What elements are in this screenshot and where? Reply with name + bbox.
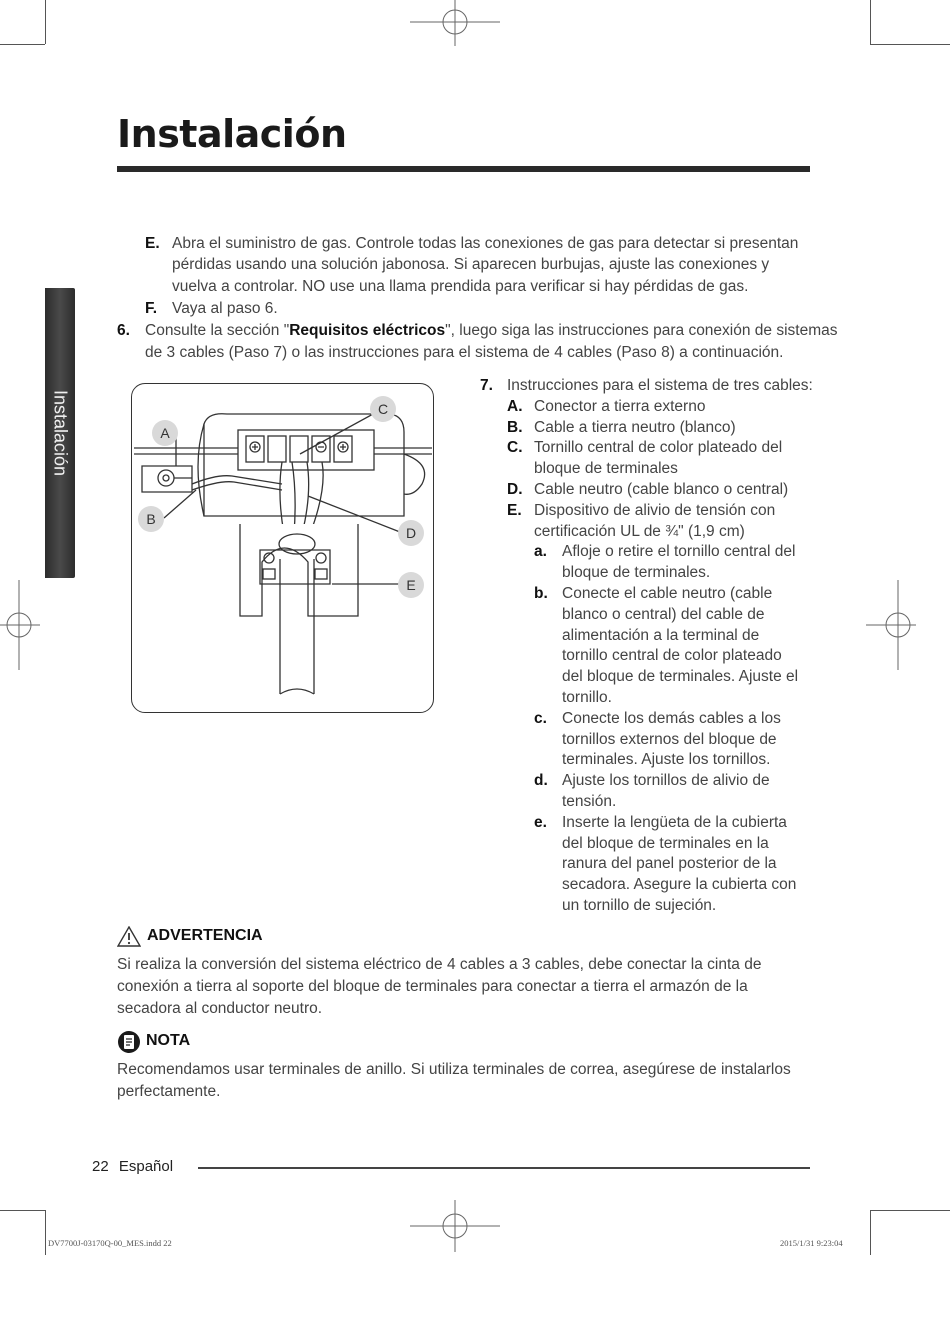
- footer-rule: [198, 1167, 810, 1169]
- step-7-item-line: Conector a tierra externo: [534, 397, 706, 415]
- callout-label: C: [370, 396, 396, 422]
- step-6-label: 6.: [117, 322, 130, 339]
- step-7-sub-item-line: tornillos externos del bloque de: [562, 730, 777, 748]
- crop-mark: [870, 44, 950, 45]
- step-7-sub-item-line: terminales. Ajuste los tornillos.: [562, 751, 771, 769]
- step-7-sub-item-line: secadora. Asegure la cubierta con: [562, 876, 797, 894]
- step-7-sub-item-line: alimentación a la terminal de: [562, 626, 760, 644]
- step-7-sub-item-line: un tornillo de sujeción.: [562, 896, 717, 914]
- crop-mark: [870, 1210, 871, 1255]
- step-7-item-label: D.: [507, 481, 523, 498]
- step-7-item-line: Dispositivo de alivio de tensión con: [534, 501, 776, 519]
- step-6: [117, 320, 838, 364]
- slug-right: 2015/1/31 9:23:04: [780, 1238, 843, 1248]
- step-f-text: Vaya al paso 6.: [172, 300, 278, 317]
- step-7: [480, 376, 825, 916]
- step-7-sub-item-line: Afloje o retire el tornillo central del: [562, 543, 796, 561]
- registration-mark-icon: [866, 580, 916, 670]
- step-7-item-line: Cable neutro (cable blanco o central): [534, 481, 789, 498]
- warning-triangle-icon: [117, 926, 141, 947]
- crop-mark: [45, 0, 46, 44]
- step-7-item-line: bloque de terminales: [534, 460, 678, 478]
- step-7-sub-item-line: Conecte los demás cables a los: [562, 709, 781, 727]
- callout-label: D: [398, 520, 424, 546]
- step-7-sub-item-line: Ajuste los tornillos de alivio de: [562, 772, 770, 790]
- warning-line: secadora al conductor neutro.: [117, 1000, 323, 1017]
- crop-mark: [870, 0, 871, 44]
- page-number: 22: [92, 1158, 109, 1175]
- page-title: Instalación: [117, 112, 347, 156]
- step-7-sub-item-label: a.: [534, 543, 547, 561]
- step-7-sub-item-line: bloque de terminales.: [562, 564, 711, 582]
- warning-line: Si realiza la conversión del sistema eléctrico de 4 cables a 3 cables, debe conectar la cinta de: [117, 956, 762, 973]
- step-7-item-label: B.: [507, 418, 523, 436]
- step-7-label: 7.: [480, 377, 493, 394]
- step-6-post: ", luego siga las instrucciones para conexión de sistemas: [445, 322, 838, 339]
- footer-language: Español: [118, 1158, 174, 1175]
- warning-line: conexión a tierra al soporte del bloque de terminales para conectar a tierra el armazón de la: [117, 978, 748, 995]
- slug-left: DV7700J-03170Q-00_MES.indd 22: [48, 1238, 172, 1248]
- crop-mark: [0, 44, 45, 45]
- callout-label: A: [152, 420, 178, 446]
- step-7-sub-item-label: b.: [534, 585, 548, 602]
- step-7-sub-item-line: del bloque de terminales. Ajuste el: [562, 668, 799, 686]
- step-7-item-label: C.: [507, 439, 523, 457]
- step-7-sub-item-line: Inserte la lengüeta de la cubierta: [562, 813, 787, 831]
- step-7-sub-item-line: Conecte el cable neutro (cable: [562, 585, 773, 602]
- step-7-sub-item-line: tensión.: [562, 792, 617, 810]
- side-tab-label: Instalación: [50, 389, 71, 477]
- step-7-item-label: A.: [507, 397, 523, 415]
- step-6-link-text: Requisitos eléctricos: [289, 322, 446, 339]
- crop-mark: [870, 1210, 950, 1211]
- step-7-sub-item-line: ranura del panel posterior de la: [562, 855, 777, 873]
- step-e-label: E.: [145, 235, 160, 252]
- note-line: Recomendamos usar terminales de anillo. Si utiliza terminales de correa, asegúrese de instalarlos: [117, 1061, 791, 1078]
- registration-mark-icon: [410, 1200, 500, 1252]
- step-7-sub-item-label: e.: [534, 813, 547, 831]
- step-7-intro: Instrucciones para el sistema de tres cables:: [507, 377, 813, 394]
- note-line: perfectamente.: [117, 1083, 221, 1100]
- step-f-label: F.: [145, 300, 158, 317]
- step-6-line: [145, 320, 838, 341]
- step-6-pre: Consulte la sección ": [145, 322, 290, 339]
- step-7-sub-item-line: tornillo.: [562, 689, 612, 706]
- step-7-item-line: certificación UL de ¾" (1,9 cm): [534, 522, 745, 540]
- step-e-line: vuelva a controlar. NO use una llama prendida para verificar si hay pérdidas de gas.: [172, 278, 749, 295]
- page-footer: [92, 1158, 173, 1175]
- step-7-item-line: Cable a tierra neutro (blanco): [534, 418, 736, 436]
- warning-body: [117, 954, 817, 1020]
- step-7-item-label: E.: [507, 501, 522, 519]
- callout-label: E: [398, 572, 424, 598]
- wiring-diagram: [131, 383, 434, 713]
- warning-heading: ADVERTENCIA: [147, 927, 263, 944]
- registration-mark-icon: [0, 580, 40, 670]
- note-body: [117, 1059, 817, 1103]
- crop-mark: [0, 1210, 45, 1211]
- step-e-line: pérdidas usando una solución jabonosa. Si aparecen burbujas, ajuste las conexiones y: [172, 256, 770, 273]
- step-6-line2: de 3 cables (Paso 7) o las instrucciones para el sistema de 4 cables (Paso 8) a continuación.: [145, 344, 784, 361]
- step-7-sub-item-label: d.: [534, 772, 548, 790]
- step-f: [145, 298, 545, 320]
- step-e-line: Abra el suministro de gas. Controle todas las conexiones de gas para detectar si presentan: [172, 235, 799, 252]
- step-7-sub-item-line: del bloque de terminales en la: [562, 834, 769, 852]
- step-7-sub-item-line: tornillo central de color plateado: [562, 647, 782, 665]
- step-e: [145, 233, 825, 299]
- callout-label: B: [138, 506, 164, 532]
- section-side-tab: [45, 288, 75, 578]
- note-icon: [117, 1030, 141, 1054]
- registration-mark-icon: [410, 0, 500, 46]
- title-rule: [117, 166, 810, 172]
- note-heading: NOTA: [146, 1032, 191, 1049]
- step-7-sub-item-line: blanco o central) del cable de: [562, 605, 765, 623]
- step-7-item-line: Tornillo central de color plateado del: [534, 439, 783, 457]
- crop-mark: [45, 1210, 46, 1255]
- step-7-sub-item-label: c.: [534, 709, 547, 727]
